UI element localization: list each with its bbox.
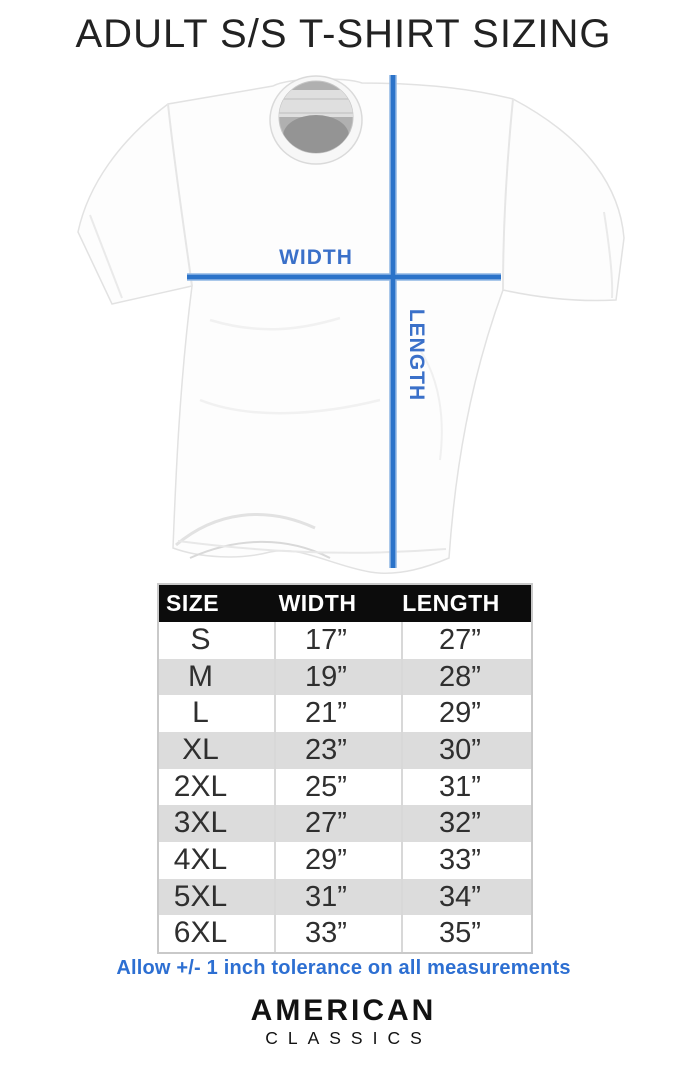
width-cell: 31” (274, 879, 401, 916)
width-cell: 19” (274, 659, 401, 696)
size-table-header (159, 585, 531, 622)
length-cell: 28” (401, 659, 531, 696)
brand-name-classics: CLASSICS (265, 1028, 432, 1048)
table-row (159, 805, 531, 842)
table-row (159, 659, 531, 696)
length-cell: 35” (401, 915, 531, 952)
header-width: WIDTH (278, 590, 357, 616)
length-cell: 33” (401, 842, 531, 879)
size-cell: S (190, 623, 211, 656)
size-table (157, 583, 533, 954)
size-cell: 5XL (173, 879, 228, 913)
width-cell: 27” (274, 805, 401, 842)
header-size: SIZE (166, 590, 220, 616)
length-cell: 34” (401, 879, 531, 916)
width-cell: 29” (274, 842, 401, 879)
table-row (159, 842, 531, 879)
width-cell: 25” (274, 769, 401, 806)
size-cell: XL (182, 732, 219, 766)
page-title: ADULT S/S T-SHIRT SIZING (75, 12, 612, 56)
tshirt-body (78, 79, 624, 573)
size-cell: M (188, 659, 213, 693)
size-table-body (159, 622, 531, 952)
length-cell: 31” (401, 769, 531, 806)
size-cell: L (192, 696, 209, 730)
table-row (159, 622, 531, 659)
table-row (159, 879, 531, 916)
length-cell: 27” (401, 622, 531, 659)
width-cell: 17” (274, 622, 401, 659)
width-measure-label: WIDTH (279, 246, 353, 269)
tolerance-note: Allow +/- 1 inch tolerance on all measurements (116, 957, 571, 979)
size-cell: 4XL (173, 842, 228, 876)
size-cell: 2XL (173, 769, 228, 803)
tshirt-illustration (40, 62, 640, 582)
table-row (159, 769, 531, 806)
length-cell: 30” (401, 732, 531, 769)
size-cell: 3XL (173, 806, 228, 840)
length-cell: 32” (401, 805, 531, 842)
header-length: LENGTH (402, 590, 500, 616)
length-measure-label: LENGTH (405, 308, 428, 402)
width-cell: 23” (274, 732, 401, 769)
size-cell: 6XL (173, 916, 228, 950)
brand-name-american: AMERICAN (250, 994, 437, 1027)
width-cell: 21” (274, 695, 401, 732)
table-row (159, 915, 531, 952)
width-cell: 33” (274, 915, 401, 952)
length-cell: 29” (401, 695, 531, 732)
table-row (159, 695, 531, 732)
table-row (159, 732, 531, 769)
